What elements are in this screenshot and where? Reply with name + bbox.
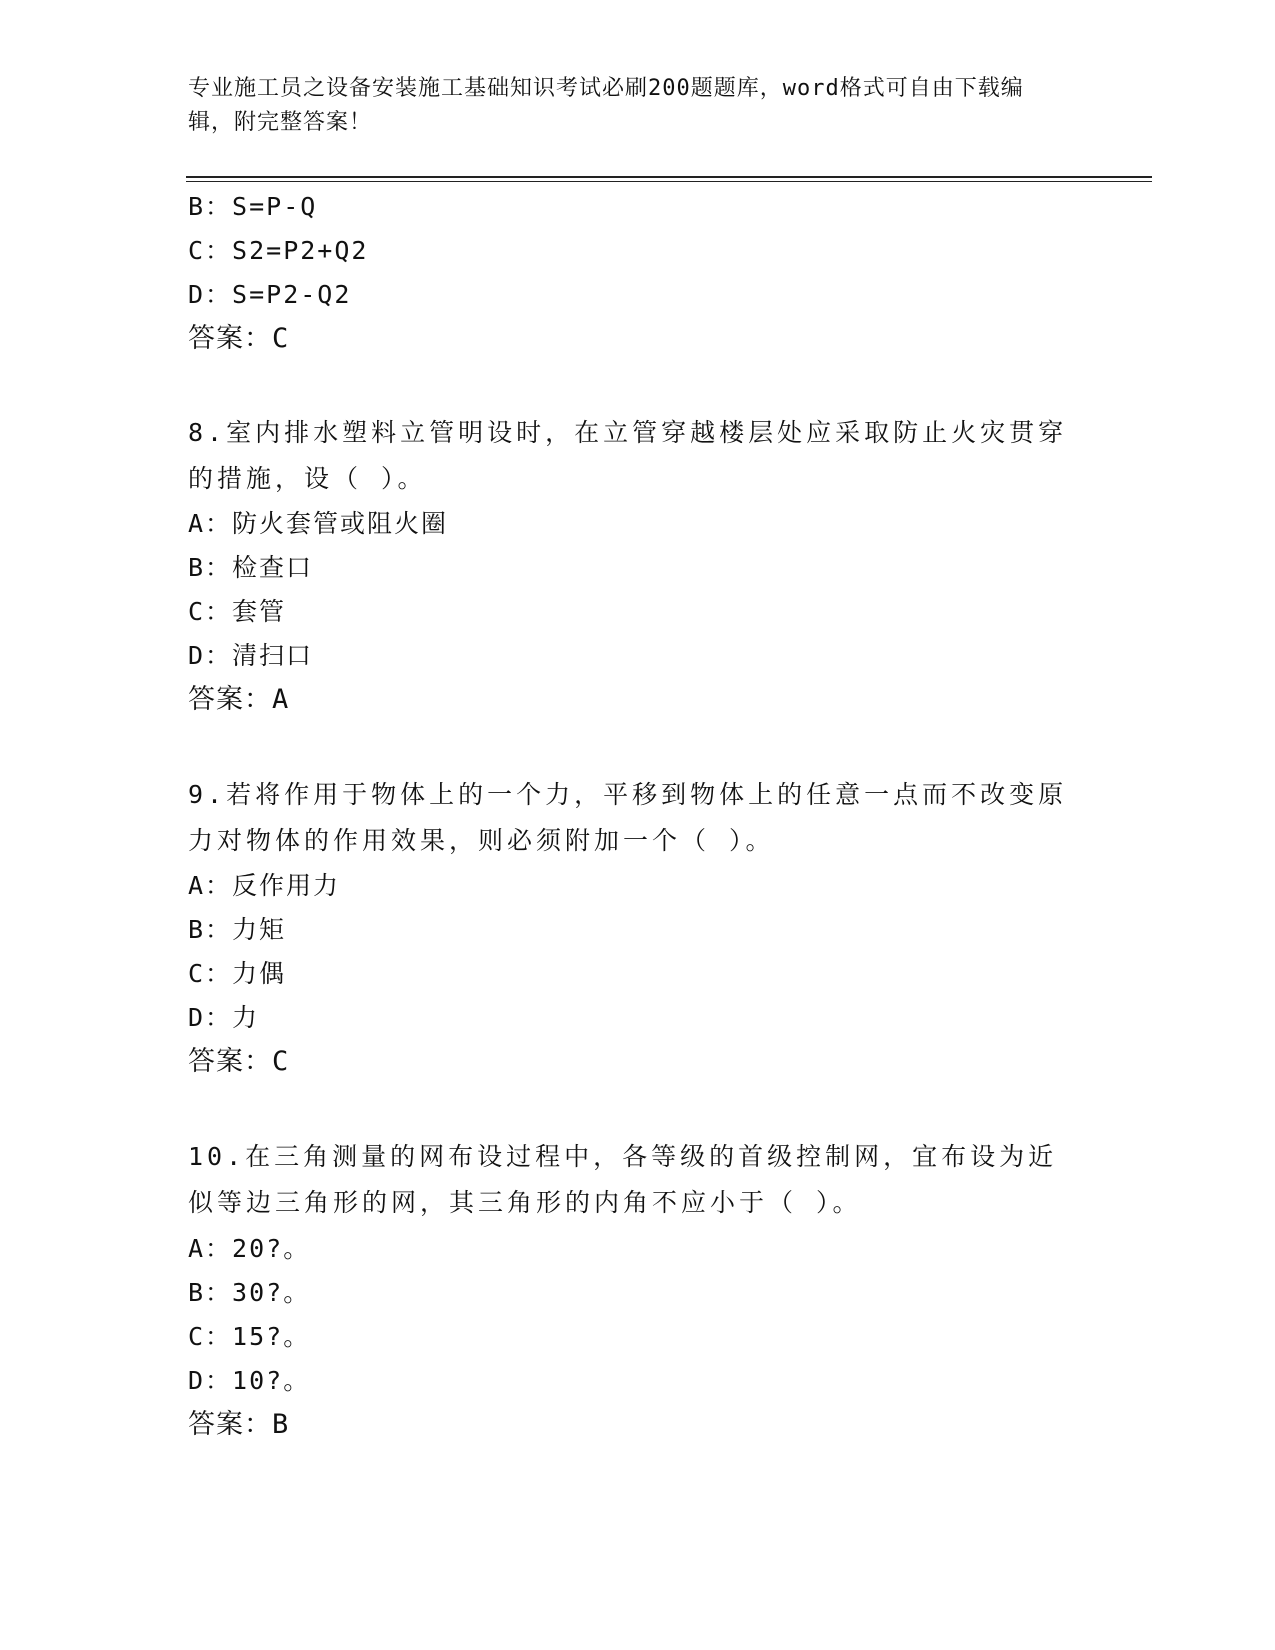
q7-option-d: D：S=P2-Q2 [188,280,352,309]
q10-question: 10.在三角测量的网布设过程中，各等级的首级控制网，宜布设为近似等边三角形的网，其三角形的内角不应小于（ ）。 [188,1142,1058,1217]
q8-option-d: D：清扫口 [188,641,314,670]
q9-option-a: A：反作用力 [188,871,341,900]
q9-answer: 答案：C [188,1046,290,1077]
q9-option-c: C：力偶 [188,959,287,988]
q10-option-c: C：15?。 [188,1322,311,1351]
q8-option-a: A：防火套管或阻火圈 [188,509,449,538]
q9-option-b: B：力矩 [188,915,287,944]
q10-option-a: A：20?。 [188,1234,311,1263]
q10-option-b: B：30?。 [188,1278,311,1307]
q7-answer: 答案：C [188,323,290,354]
header-divider-thick [186,176,1152,178]
q8-question: 8.室内排水塑料立管明设时，在立管穿越楼层处应采取防止火灾贯穿的措施，设（ ）。 [188,418,1068,493]
q8-answer: 答案：A [188,684,290,715]
q10-option-d: D：10?。 [188,1366,311,1395]
q7-option-c: C：S2=P2+Q2 [188,236,369,265]
q8-option-b: B：检查口 [188,553,314,582]
document-header-title: 专业施工员之设备安装施工基础知识考试必刷200题题库，word格式可自由下载编辑，附完整答案！ [188,76,1024,135]
q9-question: 9.若将作用于物体上的一个力，平移到物体上的任意一点而不改变原力对物体的作用效果，则必须附加一个（ ）。 [188,780,1068,855]
q9-option-d: D：力 [188,1003,260,1032]
q8-option-c: C：套管 [188,597,287,626]
q10-answer: 答案：B [188,1409,290,1440]
header-divider-thin [186,181,1152,182]
q7-option-b: B：S=P-Q [188,192,318,221]
